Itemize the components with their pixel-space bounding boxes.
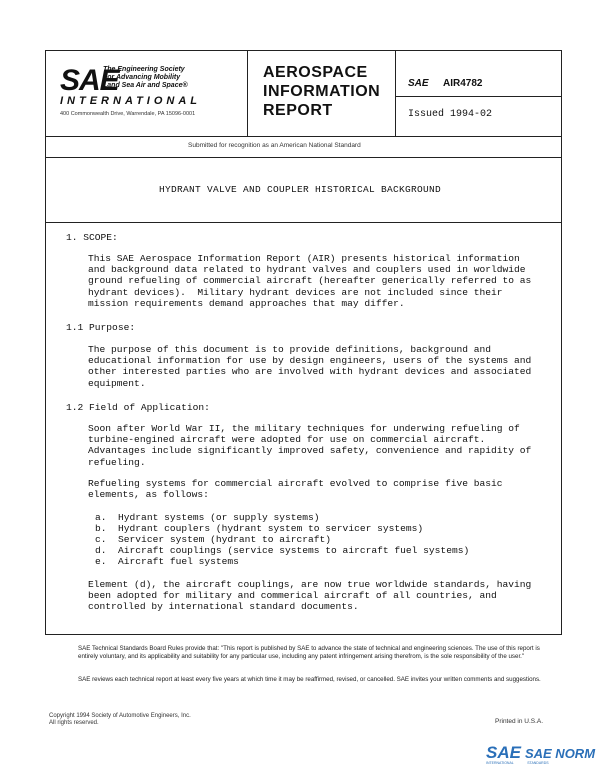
printed-in: Printed in U.S.A.: [495, 718, 544, 725]
section-purpose-text: The purpose of this document is to provide definitions, background and educational information for use by design engineers, users of the systems and other interested parties who are involved with hydrant devices and associated equipment.: [88, 344, 532, 389]
list-item: e. Aircraft fuel systems: [95, 556, 239, 567]
header-column-divider-2: [395, 50, 396, 136]
section-scope-heading: 1. SCOPE:: [66, 232, 118, 243]
section-field-text-2: Refueling systems for commercial aircraft evolved to comprise five basic elements, as follows:: [88, 478, 503, 501]
list-item: a. Hydrant systems (or supply systems): [95, 512, 320, 523]
ansi-submission-note: Submitted for recognition as an American National Standard: [188, 142, 361, 149]
sae-norm-logo-mark: SAE: [486, 743, 521, 762]
section-scope-text: This SAE Aerospace Information Report (AIR) presents historical information and background data related to hydrant valves and couplers used in worldwide ground refueling of commercial aircraft (hereafter generically referred to as hydrant devices). Military hydrant devices are not included since their mission requirements demand approaches that may differ.: [88, 253, 532, 309]
section-purpose-heading: 1.1 Purpose:: [66, 322, 136, 333]
section-field-text-3: Element (d), the aircraft couplings, are now true worldwide standards, having been adopted for military and commerical aircraft of all countries, and controlled by international standard documents.: [88, 579, 532, 613]
section-field-text-1: Soon after World War II, the military techniques for underwing refueling of turbine-engined aircraft were adopted for use on commercial aircraft. Advantages include significantly improved safety, convenience and rapidity of refueling.: [88, 423, 532, 468]
section-field-heading: 1.2 Field of Application:: [66, 402, 210, 413]
header-column-divider-1: [247, 50, 248, 136]
sae-review-notice: SAE reviews each technical report at least every five years at which time it may be reaffirmed, revised, or cancelled. SAE invites your written comments and suggestions.: [78, 676, 541, 683]
header-right-divider: [395, 96, 562, 97]
sae-tagline: The Engineering Society For Advancing Mobility Land Sea Air and Space®: [103, 66, 188, 89]
small-sae-logo: SAE: [408, 78, 429, 89]
sae-norm-subtitle: INTERNATIONAL STANDARDS: [486, 761, 549, 765]
sae-address: 400 Commonwealth Drive, Warrendale, PA 15096-0001: [60, 111, 196, 117]
document-id: [408, 78, 482, 89]
copyright: Copyright 1994 Society of Automotive Engineers, Inc. All rights reserved.: [49, 713, 191, 726]
document-title: HYDRANT VALVE AND COUPLER HISTORICAL BACKGROUND: [158, 184, 442, 195]
list-item: b. Hydrant couplers (hydrant system to servicer systems): [95, 523, 424, 534]
header-bottom-rule: [45, 136, 562, 137]
sae-logo: SAE: [60, 64, 119, 97]
title-divider: [45, 222, 562, 223]
sae-rules-notice: SAE Technical Standards Board Rules provide that: "This report is published by SAE to advance the state of technical and engineering sciences. The use of this report is entirely voluntary, and its applicability and suitability for any particular use, including any patent infringement arising therefrom, is the sole responsibility of the user.": [78, 645, 540, 660]
document-type: AEROSPACE INFORMATION REPORT: [263, 64, 381, 119]
sae-norm-watermark: SAE SAE NORM: [486, 743, 596, 762]
international-wordmark: INTERNATIONAL: [60, 95, 202, 107]
sae-logo-block: [57, 64, 247, 124]
list-item: d. Aircraft couplings (service systems to aircraft fuel systems): [95, 545, 470, 556]
document-number: AIR4782: [442, 78, 483, 89]
issued-date: Issued 1994-02: [408, 109, 493, 120]
list-item: c. Servicer system (hydrant to aircraft): [95, 534, 332, 545]
header-divider: [45, 157, 562, 158]
